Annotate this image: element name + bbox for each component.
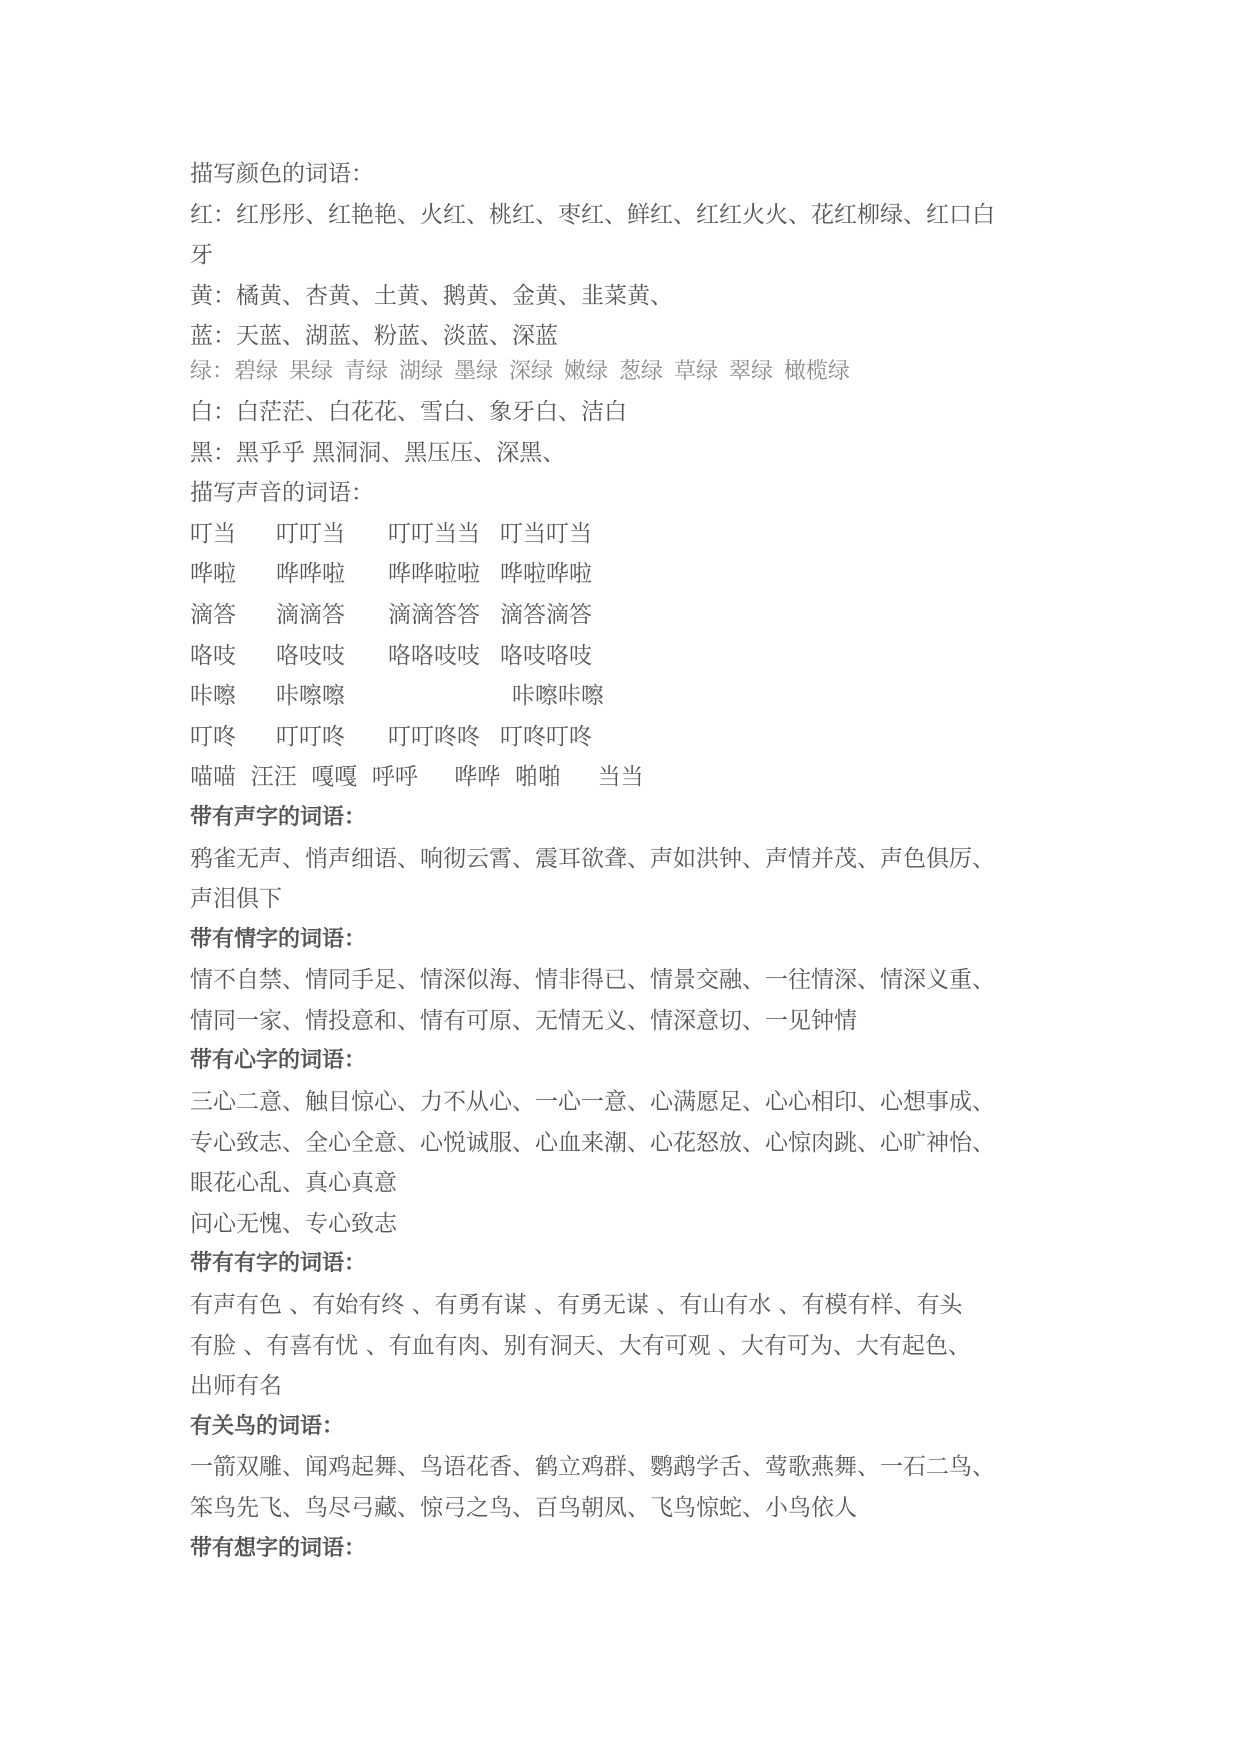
- sound-word: 叮叮咚咚: [388, 723, 480, 750]
- yellow-words: 黄：橘黄、杏黄、土黄、鹅黄、金黄、韭菜黄、: [190, 282, 673, 309]
- animal-sound-words: 喵喵 汪汪 嘎嘎 呼呼 哗哗 啪啪 当当: [190, 764, 644, 791]
- xin-words-line-2: 专心致志、全心全意、心悦诚服、心血来潮、心花怒放、心惊肉跳、心旷神怡、: [190, 1129, 995, 1156]
- sound-word: 哗哗啦: [276, 561, 345, 588]
- sound-row: [190, 554, 1070, 595]
- xiang-heading: 带有想字的词语：: [190, 1535, 367, 1561]
- sound-word: 滴答: [190, 601, 236, 628]
- red-words-line-2: 牙: [190, 242, 213, 269]
- sounds-heading: 描写声音的词语：: [190, 480, 374, 507]
- sound-word: 哗啦哗啦: [500, 561, 592, 588]
- sound-word: 叮当: [190, 520, 236, 547]
- niao-heading: 有关鸟的词语：: [190, 1413, 345, 1439]
- xin-words-line-4: 问心无愧、专心致志: [190, 1210, 397, 1237]
- sound-word: 咯咯吱吱: [388, 642, 480, 669]
- green-words: 绿：碧绿 果绿 青绿 湖绿 墨绿 深绿 嫩绿 葱绿 草绿 翠绿 橄榄绿: [190, 358, 850, 384]
- sound-word: 咯吱吱: [276, 642, 345, 669]
- sound-word: 叮叮咚: [276, 723, 345, 750]
- document-body: [190, 154, 1070, 1569]
- sheng-words-line-2: 声泪俱下: [190, 886, 282, 913]
- sound-word: 叮咚: [190, 723, 236, 750]
- you-words-line-1: 有声有色 、有始有终 、有勇有谋 、有勇无谋 、有山有水 、有模有样、有头: [190, 1292, 963, 1319]
- sound-row: [190, 717, 1070, 758]
- niao-words-line-2: 笨鸟先飞、鸟尽弓藏、惊弓之鸟、百鸟朝凤、飞鸟惊蛇、小鸟依人: [190, 1495, 857, 1521]
- you-words-line-2: 有脸 、有喜有忧 、有血有肉、别有洞天、大有可观 、大有可为、大有起色、: [190, 1332, 971, 1359]
- sound-row: [190, 595, 1070, 636]
- sound-row: [190, 636, 1070, 677]
- sound-word: 咯吱: [190, 642, 236, 669]
- niao-words-line-1: 一箭双雕、闻鸡起舞、鸟语花香、鹤立鸡群、鹦鹉学舌、莺歌燕舞、一石二鸟、: [190, 1454, 995, 1481]
- colors-heading: 描写颜色的词语：: [190, 161, 374, 187]
- black-words: 黑：黑乎乎 黑洞洞、黑压压、深黑、: [190, 439, 566, 466]
- sound-row: [190, 676, 1070, 717]
- blue-words: 蓝：天蓝、湖蓝、粉蓝、淡蓝、深蓝: [190, 323, 558, 350]
- xin-words-line-1: 三心二意、触目惊心、力不从心、一心一意、心满愿足、心心相印、心想事成、: [190, 1089, 995, 1116]
- sound-word: 滴滴答: [276, 601, 345, 628]
- xin-words-line-3: 眼花心乱、真心真意: [190, 1170, 397, 1197]
- sound-word: 叮叮当当: [388, 520, 480, 547]
- white-words: 白：白茫茫、白花花、雪白、象牙白、洁白: [190, 398, 627, 425]
- sound-word: 叮咚叮咚: [500, 723, 592, 750]
- qing-words-line-1: 情不自禁、情同手足、情深似海、情非得已、情景交融、一往情深、情深义重、: [190, 967, 995, 994]
- xin-heading: 带有心字的词语：: [190, 1048, 367, 1074]
- sound-row: [190, 514, 1070, 555]
- sheng-words-line-1: 鸦雀无声、悄声细语、响彻云霄、震耳欲聋、声如洪钟、声情并茂、声色俱厉、: [190, 845, 995, 872]
- sheng-heading: 带有声字的词语：: [190, 804, 367, 830]
- sound-word: 咔嚓嚓: [276, 683, 345, 710]
- sound-word: 咔嚓: [190, 683, 236, 710]
- qing-heading: 带有情字的词语：: [190, 926, 367, 952]
- sound-word: 叮当叮当: [500, 520, 592, 547]
- sound-word: 咯吱咯吱: [500, 642, 592, 669]
- sound-word: 哗哗啦啦: [388, 561, 480, 588]
- you-heading: 带有有字的词语：: [190, 1251, 367, 1277]
- qing-words-line-2: 情同一家、情投意和、情有可原、无情无义、情深意切、一见钟情: [190, 1007, 857, 1034]
- sound-word: 咔嚓咔嚓: [512, 683, 604, 710]
- you-words-line-3: 出师有名: [190, 1373, 282, 1400]
- sound-word: 滴答滴答: [500, 601, 592, 628]
- sound-word: 滴滴答答: [388, 601, 480, 628]
- sound-word: 哗啦: [190, 561, 236, 588]
- sound-word: 叮叮当: [276, 520, 345, 547]
- red-words-line-1: 红：红彤彤、红艳艳、火红、桃红、枣红、鲜红、红红火火、花红柳绿、红口白: [190, 201, 995, 228]
